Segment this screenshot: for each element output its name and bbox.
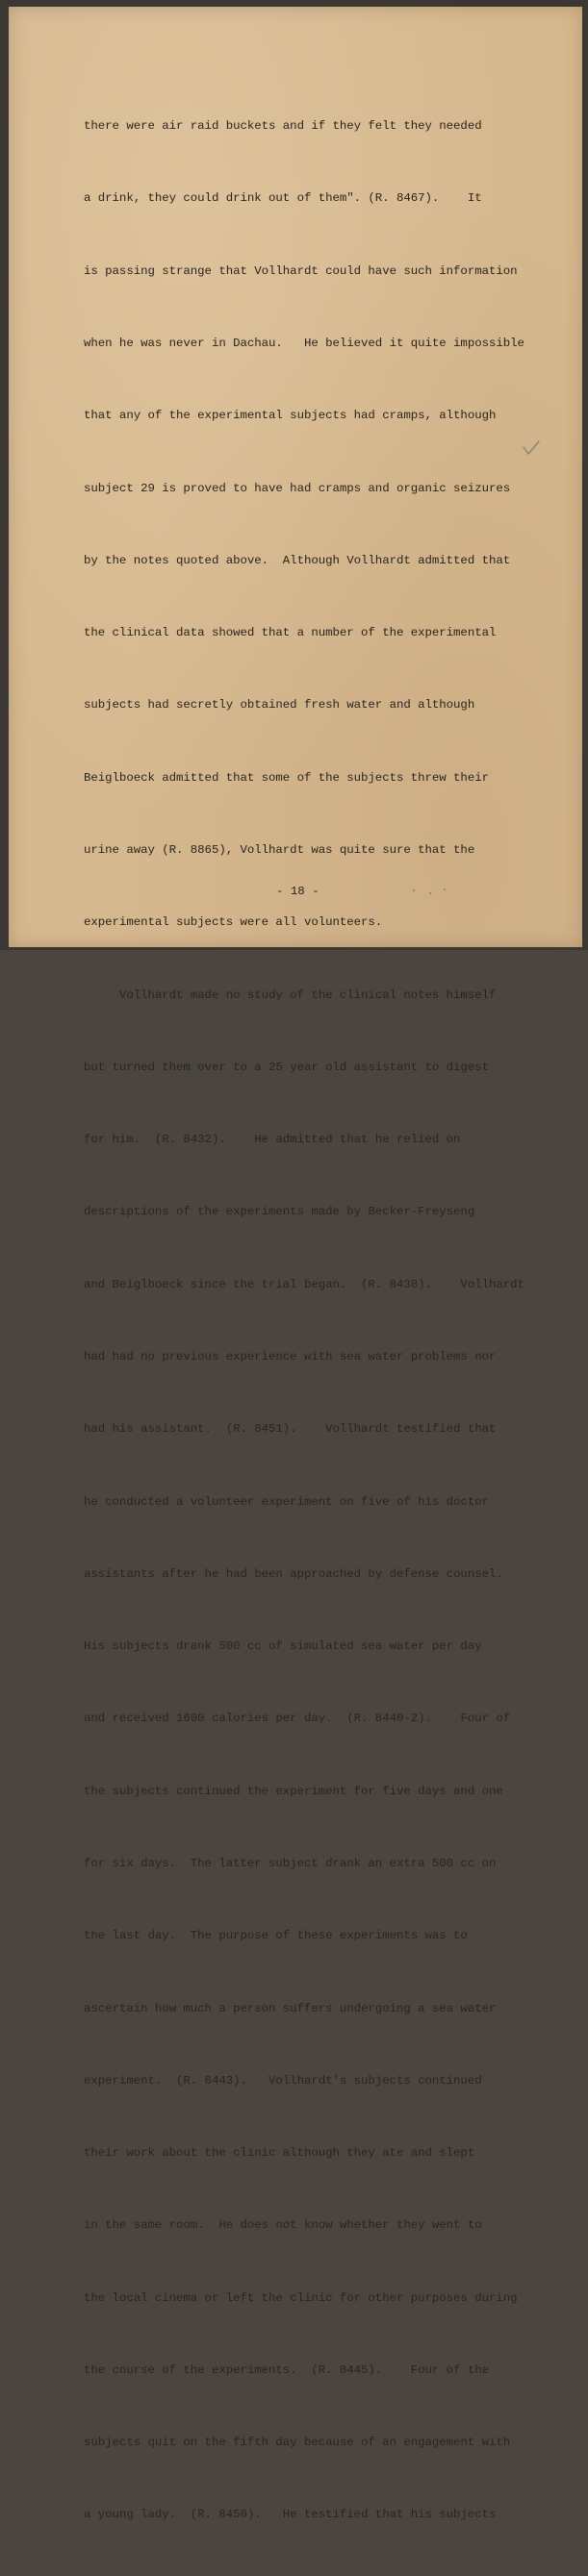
text-line: the last day. The purpose of these experiments was to	[84, 1929, 468, 1943]
text-line: by the notes quoted above. Although Vollhardt admitted that	[84, 553, 511, 567]
text-line: Beiglboeck admitted that some of the subjects threw their	[84, 770, 489, 785]
text-line: the clinical data showed that a number of the experimental	[84, 626, 497, 640]
text-line: the local cinema or left the clinic for other purposes during	[84, 2290, 518, 2305]
text-line: ascertain how much a person suffers undergoing a sea water	[84, 2001, 497, 2015]
text-line: urine away (R. 8865), Vollhardt was quite sure that the	[84, 843, 475, 857]
text-line: His subjects drank 500 cc of simulated sea water per day	[84, 1639, 482, 1654]
text-line: that any of the experimental subjects had cramps, although	[84, 409, 497, 423]
text-line: when he was never in Dachau. He believed it quite impossible	[84, 337, 524, 351]
paper-speck	[413, 889, 415, 891]
text-line: subject 29 is proved to have had cramps and organic seizures	[84, 481, 511, 495]
text-line: experimental subjects were all volunteers.	[84, 915, 383, 930]
text-line: in the same room. He does not know whether they went to	[84, 2218, 482, 2233]
paper-speck	[429, 892, 431, 894]
text-line: experiment. (R. 8443). Vollhardt's subjects continued	[84, 2073, 482, 2088]
text-line: a young lady. (R. 8450). He testified that his subjects	[84, 2508, 497, 2522]
paper-speck	[444, 888, 446, 890]
text-line: the course of the experiments. (R. 8445). Four of the	[84, 2363, 489, 2377]
text-line: and received 1600 calories per day. (R. 8440-2). Four of	[84, 1712, 511, 1726]
text-line: had had no previous experience with sea water problems nor	[84, 1349, 497, 1363]
text-line: but turned them over to a 25 year old assistant to digest	[84, 1060, 489, 1074]
text-line: he conducted a volunteer experiment on five of his doctor	[84, 1494, 489, 1509]
page-number: - 18 -	[276, 885, 320, 898]
text-line: a drink, they could drink out of them". (R. 8467). It	[84, 191, 482, 206]
text-line: there were air raid buckets and if they felt they needed	[84, 119, 482, 134]
text-line: Vollhardt made no study of the clinical notes himself	[84, 988, 497, 1002]
text-line: for him. (R. 8432). He admitted that he relied on	[84, 1133, 461, 1147]
text-line: and Beiglboeck since the trial began. (R. 8438). Vollhardt	[84, 1277, 524, 1291]
document-page	[9, 7, 582, 2522]
text-line: had his assistant. (R. 8451). Vollhardt testified that	[84, 1422, 497, 1437]
body-text	[84, 66, 536, 2576]
check-mark-icon	[522, 439, 541, 457]
text-line: for six days. The latter subject drank an extra 500 cc on	[84, 1856, 497, 1870]
text-line: is passing strange that Vollhardt could have such information	[84, 263, 518, 278]
text-line: descriptions of the experiments made by Becker-Freyseng	[84, 1205, 475, 1219]
text-line: the subjects continued the experiment for five days and one	[84, 1784, 503, 1798]
text-line: their work about the clinic although they ate and slept	[84, 2146, 475, 2161]
text-line: subjects had secretly obtained fresh water and although	[84, 698, 475, 713]
text-line: assistants after he had been approached by defense counsel.	[84, 1566, 503, 1581]
text-line: subjects quit on the fifth day because of an engagement with	[84, 2436, 511, 2450]
